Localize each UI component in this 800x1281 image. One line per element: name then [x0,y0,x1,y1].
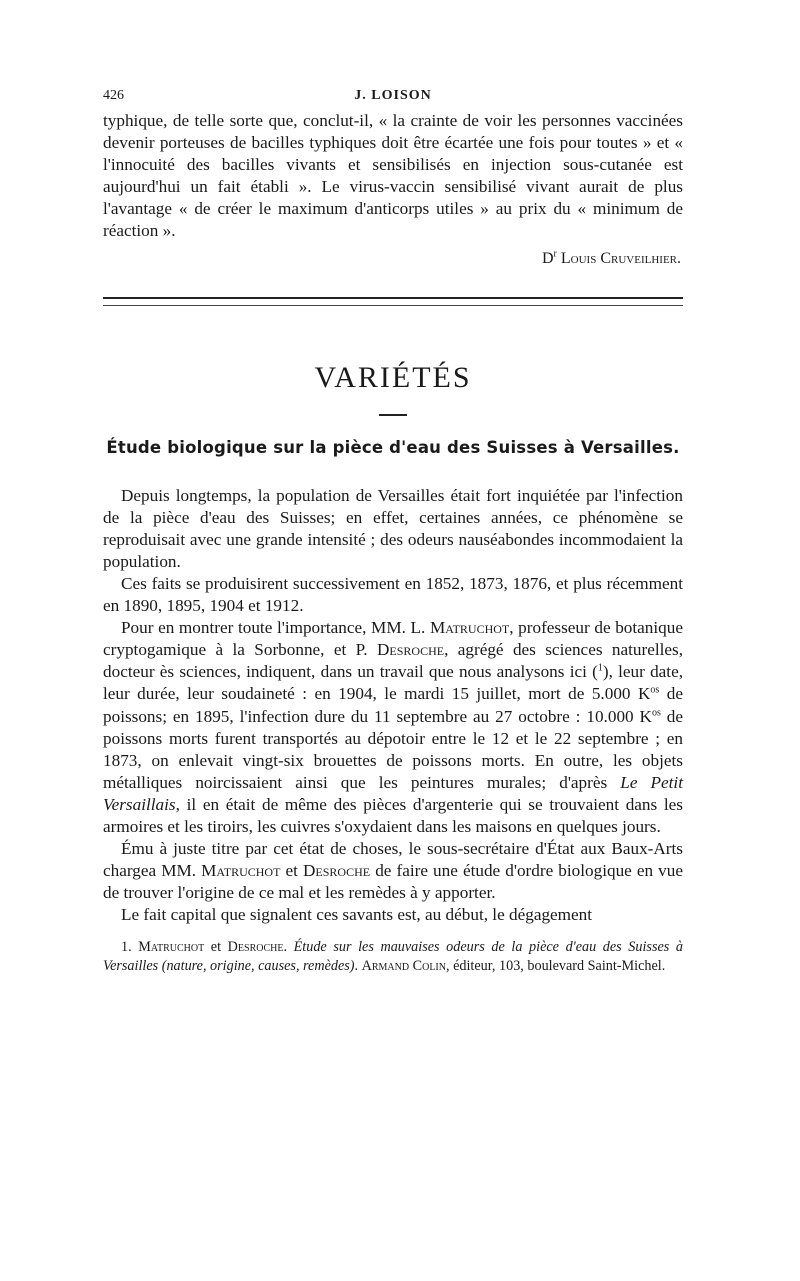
unit-superscript: os [650,684,660,696]
author-name: Desroche [376,640,445,660]
paragraph-4: Ému à juste titre par cet état de choses, le sous-secrétaire d'État aux Baux-Arts chargea MM. Matruchot et Desroche de faire une étude d'ordre biologique en vue de trouver l'origine de ce mal et les remèdes à y apporter. [103,839,684,903]
footnote-reference: 1 [597,662,603,674]
footnote-work-title: Étude sur les mauvaises odeurs de la pièce d'eau des Suisses à Versailles [103,939,683,975]
paragraph-1: Depuis longtemps, la population de Versailles était fort inquiétée par l'infection de la pièce d'eau des Suisses; en effet, certaines années, ce phénomène se reproduisait avec une grande intensité ; des odeurs nauséabondes incommodaient la population. [103,485,683,571]
paragraph-5: Le fait capital que signalent ces savants est, au début, le dégagement [121,905,593,925]
running-head-author: J. LOISON [354,88,432,103]
preceding-article-end [103,110,683,243]
preceding-paragraph: typhique, de telle sorte que, conclut-il, « la crainte de voir les personnes vaccinées devenir porteuses de bacilles typhiques doit être écartée une fois pour toutes » et « l'innocuité des bacilles vivants et sensibilisés en injection sous-cutanée est aujourd'hui un fait établi ». Le virus-vaccin sensibilisé vivant aurait de plus l'avantage « de créer le maximum d'anticorps utiles » au prix du « minimum de réaction ». [103,111,683,241]
footnote-work-subtitle: (nature, origine, causes, remèdes) [161,958,355,975]
paragraph-2: Ces faits se produisirent successivement en 1852, 1873, 1876, et plus récemment en 1890, 1895, 1904 et 1912. [103,573,683,616]
section-title: VARIÉTÉS [314,360,472,394]
footnote: 1. Matruchot et Desroche. Étude sur les mauvaises odeurs de la pièce d'eau des Suisses à Versailles (nature, origine, causes, remèdes). Armand Colin, éditeur, 103, boulevard Saint-Michel. [103,939,683,975]
footnote-publisher: Armand Colin [361,958,446,975]
footnote-author: Matruchot [138,939,205,956]
signature-name: Louis Cruveilhier. [560,249,681,267]
section-divider [103,297,683,306]
footnote-author: Desroche [227,939,284,956]
author-name: Matruchot [201,861,281,881]
article-body [103,485,683,927]
unit-superscript: os [651,706,661,718]
paragraph-3: Pour en montrer toute l'importance, MM. L. Matruchot, professeur de botanique cryptogamique à la Sorbonne, et P. Desroche, agrégé des sciences naturelles, docteur ès sciences, indiquent, dans un travail que nous analysons ici ($^1$), leur date, leur durée, leur soudaineté : en 1904, le mardi 15 juillet, mort de 5.000 $K^{os}$ de poissons; en 1895, l'infection dure du 11 septembre au 27 octobre : 10.000 $K^{os}$ de poissons morts furent transportés au dépotoir entre le 12 et le 22 septembre ; en 1873, on enlevait vingt-six brouettes de poissons morts. En outre, les objets métalliques noircissaient ainsi que les peintures murales; d'après Le Petit Versaillais, il en était de même des pièces d'argenterie qui se trouvaient dans les armoires et les tiroirs, les cuivres s'oxydaient dans les maisons en quelques jours. [103,618,684,836]
footnote-number: 1. [121,939,132,956]
section-title-dash [379,414,407,416]
author-name: Desroche [303,861,371,881]
author-name: Matruchot [429,618,510,638]
author-signature [103,250,683,268]
running-head [103,88,683,110]
signature-title-sup: r [553,248,557,260]
signature-title: D [541,249,554,267]
article-title: Étude biologique sur la pièce d'eau des Suisses à Versailles. [106,437,680,457]
page [103,88,683,976]
journal-title: Le Petit Versaillais [103,772,683,814]
page-number: 426 [103,88,124,103]
